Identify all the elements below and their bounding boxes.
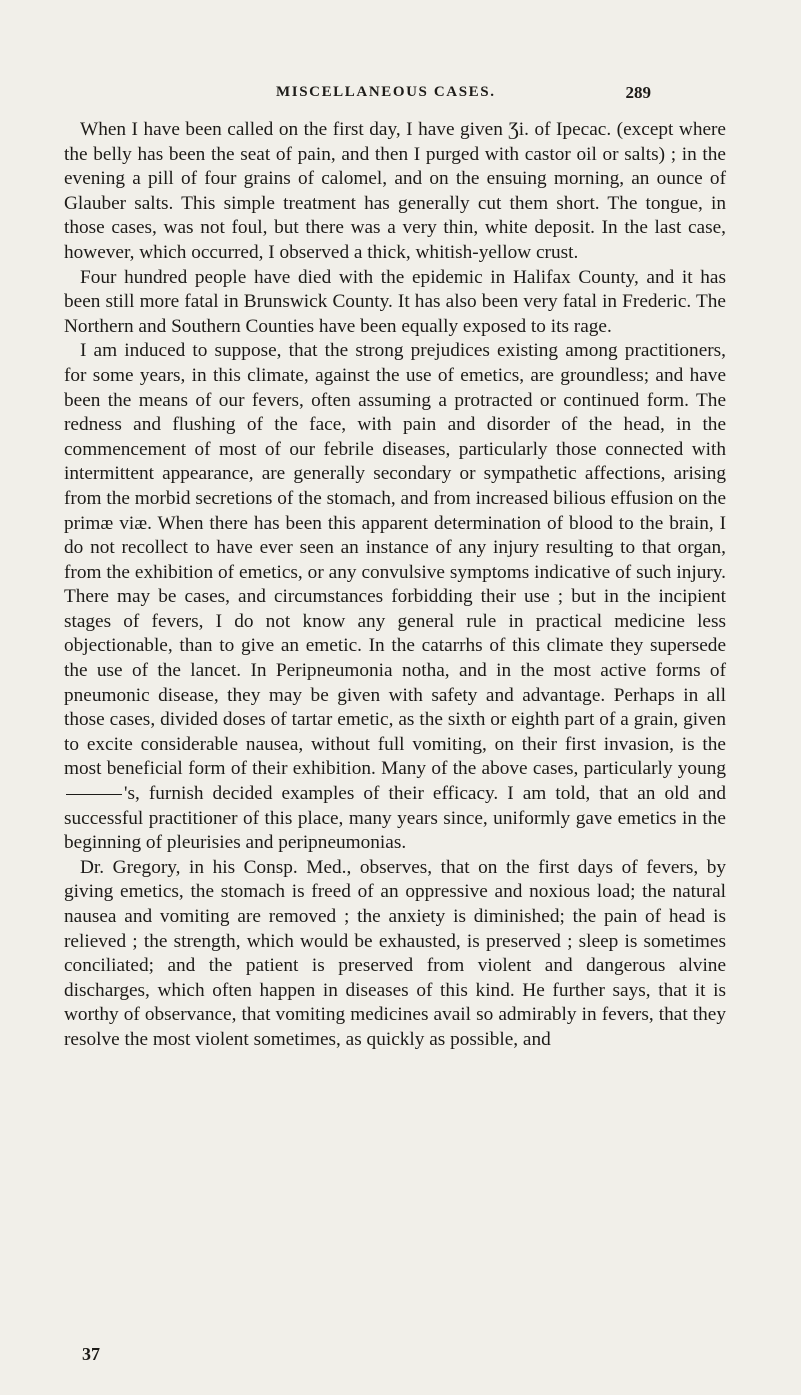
page-number: 289 bbox=[625, 83, 651, 102]
paragraph-4: Dr. Gregory, in his Consp. Med., observes, that on the first days of fevers, by giving emetics, the stomach is freed of an oppressive and noxious load; the natural nausea and vomiting are removed ; the anxiety is diminished; the pain of head is relieved ; the strength, which would be exhausted, is preserved ; sleep is sometimes conciliated; and the patient is preserved from violent and dangerous alvine discharges, which often happen in diseases of this kind. He further says, that it is worthy of observance, that vomiting medicines avail so admirably in fevers, that they resolve the most violent sometimes, as quickly as possible, and bbox=[64, 856, 726, 1050]
paragraph-2: Four hundred people have died with the epidemic in Halifax County, and it has been still more fatal in Brunswick County. It has also been very fatal in Frederic. The Northern and Southern Counties have been equally exposed to its rage. bbox=[64, 266, 726, 337]
chapter-header: MISCELLANEOUS CASES. bbox=[276, 84, 496, 100]
body-text bbox=[64, 118, 726, 1053]
paragraph-3-tail: 's, furnish decided examples of their efficacy. I am told, that an old and successful practitioner of this place, many years since, uniformly gave emetics in the beginning of pleurisies and peripneumonias. bbox=[64, 783, 726, 854]
paragraph-1: When I have been called on the first day, I have given Ʒi. of Ipecac. (except where the belly has been the seat of pain, and then I purged with castor oil or salts) ; in the evening a pill of four grains of calomel, and on the ensuing morning, an ounce of Glauber salts. This simple treatment has generally cut them short. The tongue, in those cases, was not foul, but there was a very thin, white deposit. In the last case, however, which occurred, I observed a thick, whitish-yellow crust. bbox=[64, 119, 726, 263]
name-blank-dash bbox=[66, 794, 122, 795]
running-head bbox=[276, 84, 651, 108]
paragraph-3-text: I am induced to suppose, that the strong prejudices existing among practitioners, for some years, in this climate, against the use of emetics, are groundless; and have been the means of our fevers, often assuming a protracted or continued form. The redness and flushing of the face, with pain and disorder of the head, in the commencement of most of our febrile diseases, particularly those connected with intermittent appearance, are generally secondary or sympathetic affections, arising from the morbid secretions of the stomach, and from increased bilious effusion on the primæ viæ. When there has been this apparent determination of blood to the brain, I do not recollect to have ever seen an instance of any injury resulting to that organ, from the exhibition of emetics, or any convulsive symptoms indicative of such injury. There may be cases, and circumstances forbidding their use ; but in the incipient stages of fevers, I do not know any general rule in practical medicine less objectionable, than to give an emetic. In the catarrhs of this climate they supersede the use of the lancet. In Peripneumonia notha, and in the most active forms of pneumonic disease, they may be given with safety and advantage. Perhaps in all those cases, divided doses of tartar emetic, as the sixth or eighth part of a grain, given to excite considerable nausea, without full vomiting, on their first invasion, is the most beneficial form of their exhibition. Many of the above cases, particularly young bbox=[64, 340, 726, 780]
signature-mark: 37 bbox=[82, 1344, 100, 1364]
paragraph-3 bbox=[64, 339, 726, 855]
